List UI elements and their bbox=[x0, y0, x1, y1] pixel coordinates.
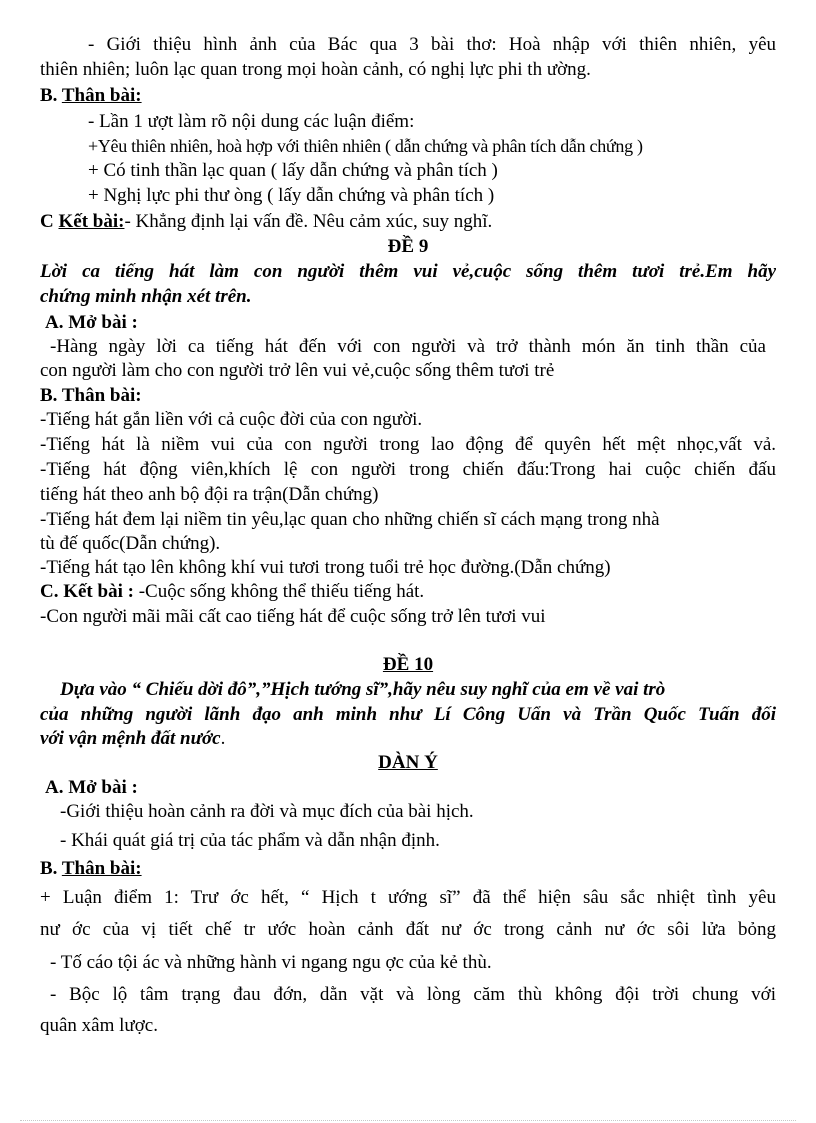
body-line: + Nghị lực phi thư òng ( lấy dẫn chứng và phân tích ) bbox=[88, 185, 495, 206]
body-line: -Hàng ngày lời ca tiếng hát đến với con người và trở thành món ăn tinh thần của bbox=[50, 336, 766, 357]
body-line: -Con người mãi mãi cất cao tiếng hát để cuộc sống trở lên tươi vui bbox=[40, 606, 546, 627]
section-heading-ket-bai bbox=[40, 580, 776, 604]
section-heading-mo-bai: A. Mở bài : bbox=[45, 312, 138, 333]
body-line: +Yêu thiên nhiên, hoà hợp với thiên nhiên ( dẫn chứng và phân tích dẫn chứng ) bbox=[88, 136, 643, 156]
heading-title: Thân bài: bbox=[61, 858, 142, 879]
exercise-prompt-line-3 bbox=[40, 727, 776, 751]
body-line: -Giới thiệu hoàn cảnh ra đời và mục đích của bài hịch. bbox=[60, 801, 474, 822]
body-line: -Tiếng hát đem lại niềm tin yêu,lạc quan cho những chiến sĩ cách mạng trong nhà bbox=[40, 509, 660, 530]
heading-title: C. Kết bài : bbox=[40, 581, 134, 602]
body-line: - Bộc lộ tâm trạng đau đớn, dằn vặt và lòng căm thù không đội trời chung với bbox=[50, 984, 776, 1005]
heading-prefix: C bbox=[40, 211, 59, 232]
body-line: - Lần 1 ượt làm rõ nội dung các luận điểm: bbox=[88, 111, 415, 132]
exercise-title-10: ĐỀ 10 bbox=[382, 654, 434, 675]
exercise-prompt-line-1: Lời ca tiếng hát làm con người thêm vui vẻ,cuộc sống thêm tươi trẻ.Em hãy bbox=[40, 261, 776, 282]
heading-title: Kết bài: bbox=[58, 211, 125, 232]
heading-rest: - Khẳng định lại vấn đề. Nêu cảm xúc, suy nghĩ. bbox=[124, 211, 493, 232]
heading-title: Thân bài: bbox=[61, 85, 142, 106]
intro-line-2: thiên nhiên; luôn lạc quan trong mọi hoàn cảnh, có nghị lực phi th ường. bbox=[40, 59, 591, 80]
section-heading-mo-bai: A. Mở bài : bbox=[45, 777, 138, 798]
heading-rest: -Cuộc sống không thể thiếu tiếng hát. bbox=[133, 581, 425, 602]
outline-title: DÀN Ý bbox=[378, 752, 438, 773]
exercise-prompt-line-1: Dựa vào “ Chiếu dời đô”,”Hịch tướng sĩ”,hãy nêu suy nghĩ của em về vai trò bbox=[60, 679, 666, 700]
section-heading-than-bai bbox=[40, 84, 776, 108]
prompt-text: với vận mệnh đất nước bbox=[40, 728, 221, 749]
exercise-title-9: ĐỀ 9 bbox=[387, 236, 429, 257]
body-line: + Luận điểm 1: Trư ớc hết, “ Hịch t ướng sĩ” đã thể hiện sâu sắc nhiệt tình yêu bbox=[40, 887, 776, 908]
body-line: - Khái quát giá trị của tác phẩm và dẫn nhận định. bbox=[60, 830, 440, 851]
heading-prefix: B. bbox=[40, 858, 62, 879]
body-line: -Tiếng hát gắn liền với cả cuộc đời của con người. bbox=[40, 409, 423, 430]
section-heading-than-bai bbox=[40, 857, 776, 881]
body-line: nư ớc của vị tiết chế tr ước hoàn cảnh đất nư ớc trong cảnh nư ớc sôi lửa bỏng bbox=[40, 919, 776, 940]
exercise-prompt-line-2: của những người lãnh đạo anh minh như Lí Công Uẩn và Trần Quốc Tuấn đối bbox=[40, 704, 776, 725]
exercise-prompt-line-2: chứng minh nhận xét trên. bbox=[40, 286, 252, 307]
heading-prefix: B. bbox=[40, 85, 62, 106]
intro-line-1: - Giới thiệu hình ảnh của Bác qua 3 bài thơ: Hoà nhập với thiên nhiên, yêu bbox=[88, 34, 776, 55]
body-line: + Có tinh thần lạc quan ( lấy dẫn chứng và phân tích ) bbox=[88, 160, 498, 181]
prompt-tail: . bbox=[220, 728, 226, 749]
page-bottom-divider bbox=[20, 1120, 796, 1121]
body-line: tiếng hát theo anh bộ đội ra trận(Dẫn chứng) bbox=[40, 484, 379, 505]
section-heading-ket-bai bbox=[40, 210, 776, 234]
body-line: -Tiếng hát tạo lên không khí vui tươi trong tuổi trẻ học đường.(Dẫn chứng) bbox=[40, 557, 611, 578]
body-line: con người làm cho con người trở lên vui vẻ,cuộc sống thêm tươi trẻ bbox=[40, 360, 555, 381]
body-line: - Tố cáo tội ác và những hành vi ngang ngu ợc của kẻ thù. bbox=[50, 952, 492, 973]
body-line: -Tiếng hát động viên,khích lệ con người trong chiến đấu:Trong hai cuộc chiến đấu bbox=[40, 459, 776, 480]
body-line: -Tiếng hát là niềm vui của con người trong lao động để quyên hết mệt nhọc,vất vả. bbox=[40, 434, 776, 455]
body-line: tù đế quốc(Dẫn chứng). bbox=[40, 533, 221, 554]
body-line: quân xâm lược. bbox=[40, 1015, 158, 1036]
section-heading-than-bai: B. Thân bài: bbox=[40, 385, 142, 406]
